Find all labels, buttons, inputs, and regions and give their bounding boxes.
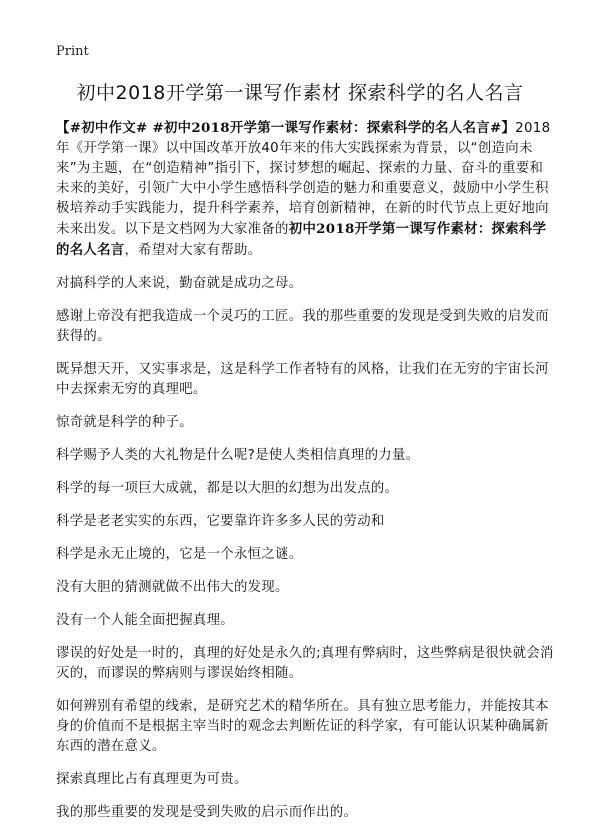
quote-paragraph: 没有大胆的猜测就做不出伟大的发现。: [56, 580, 289, 595]
intro-tag: 【#初中作文# #初中2018开学第一课写作素材：探索科学的名人名言#】: [56, 120, 516, 136]
quote-paragraph: 我的那些重要的发现是受到失败的启示而作出的。: [56, 805, 358, 820]
quote-paragraph: 感谢上帝没有把我造成一个灵巧的工匠。我的那些重要的发现是受到失败的启发而获得的。: [56, 309, 549, 344]
quote-paragraph: 如何辨别有希望的线索，是研究艺术的精华所在。具有独立思考能力，并能按其本身的价值而不是根据主宰当时的观念去判断佐证的科学家，有可能认识某种确属新东西的潜在意义。: [56, 699, 549, 754]
quote-paragraph: 既异想天开，又实事求是，这是科学工作者特有的风格，让我们在无穷的宇宙长河中去探索无穷的真理吧。: [56, 362, 549, 397]
quote-paragraph: 科学的每一项巨大成就，都是以大胆的幻想为出发点的。: [56, 481, 399, 496]
quote-paragraph: 惊奇就是科学的种子。: [56, 415, 193, 430]
page-title: 初中2018开学第一课写作素材 探索科学的名人名言: [76, 82, 524, 104]
print-link[interactable]: Print: [56, 44, 89, 59]
intro-paragraph: [56, 118, 556, 261]
quote-paragraph: 没有一个人能全面把握真理。: [56, 613, 234, 628]
quote-paragraph: 科学是老老实实的东西，它要靠许许多多人民的劳动和: [56, 514, 385, 529]
intro-text: 2018年《开学第一课》以中国改革开放40年来的伟大实践探索为背景，以“创造向未来”为主题，在“创造精神”指引下，探讨梦想的崛起、探索的力量、奋斗的重要和未来的美好，引领广大中小学生感悟科学创造的魅力和重要意义，鼓励中小学生积极培养动手实践能力，提升科学素养，培育创新精神，在新的时代节点上更好地向未来出发。以下是文档网为大家准备的: [56, 121, 551, 237]
article-body: [56, 118, 556, 836]
quote-paragraph: 探索真理比占有真理更为可贵。: [56, 772, 248, 787]
quote-paragraph: 对搞科学的人来说，勤奋就是成功之母。: [56, 276, 303, 291]
quote-paragraph: 科学赐予人类的大礼物是什么呢?是使人类相信真理的力量。: [56, 448, 420, 463]
intro-highlight: 初中2018开学第一课写作素材：探索科学的名人名言: [56, 221, 547, 258]
intro-tail: ，希望对大家有帮助。: [124, 243, 262, 258]
quote-paragraph: 谬误的好处是一时的，真理的好处是永久的;真理有弊病时，这些弊病是很快就会消灭的，而谬误的弊病则与谬误始终相随。: [56, 646, 554, 681]
quote-paragraph: 科学是永无止境的，它是一个永恒之谜。: [56, 547, 303, 562]
